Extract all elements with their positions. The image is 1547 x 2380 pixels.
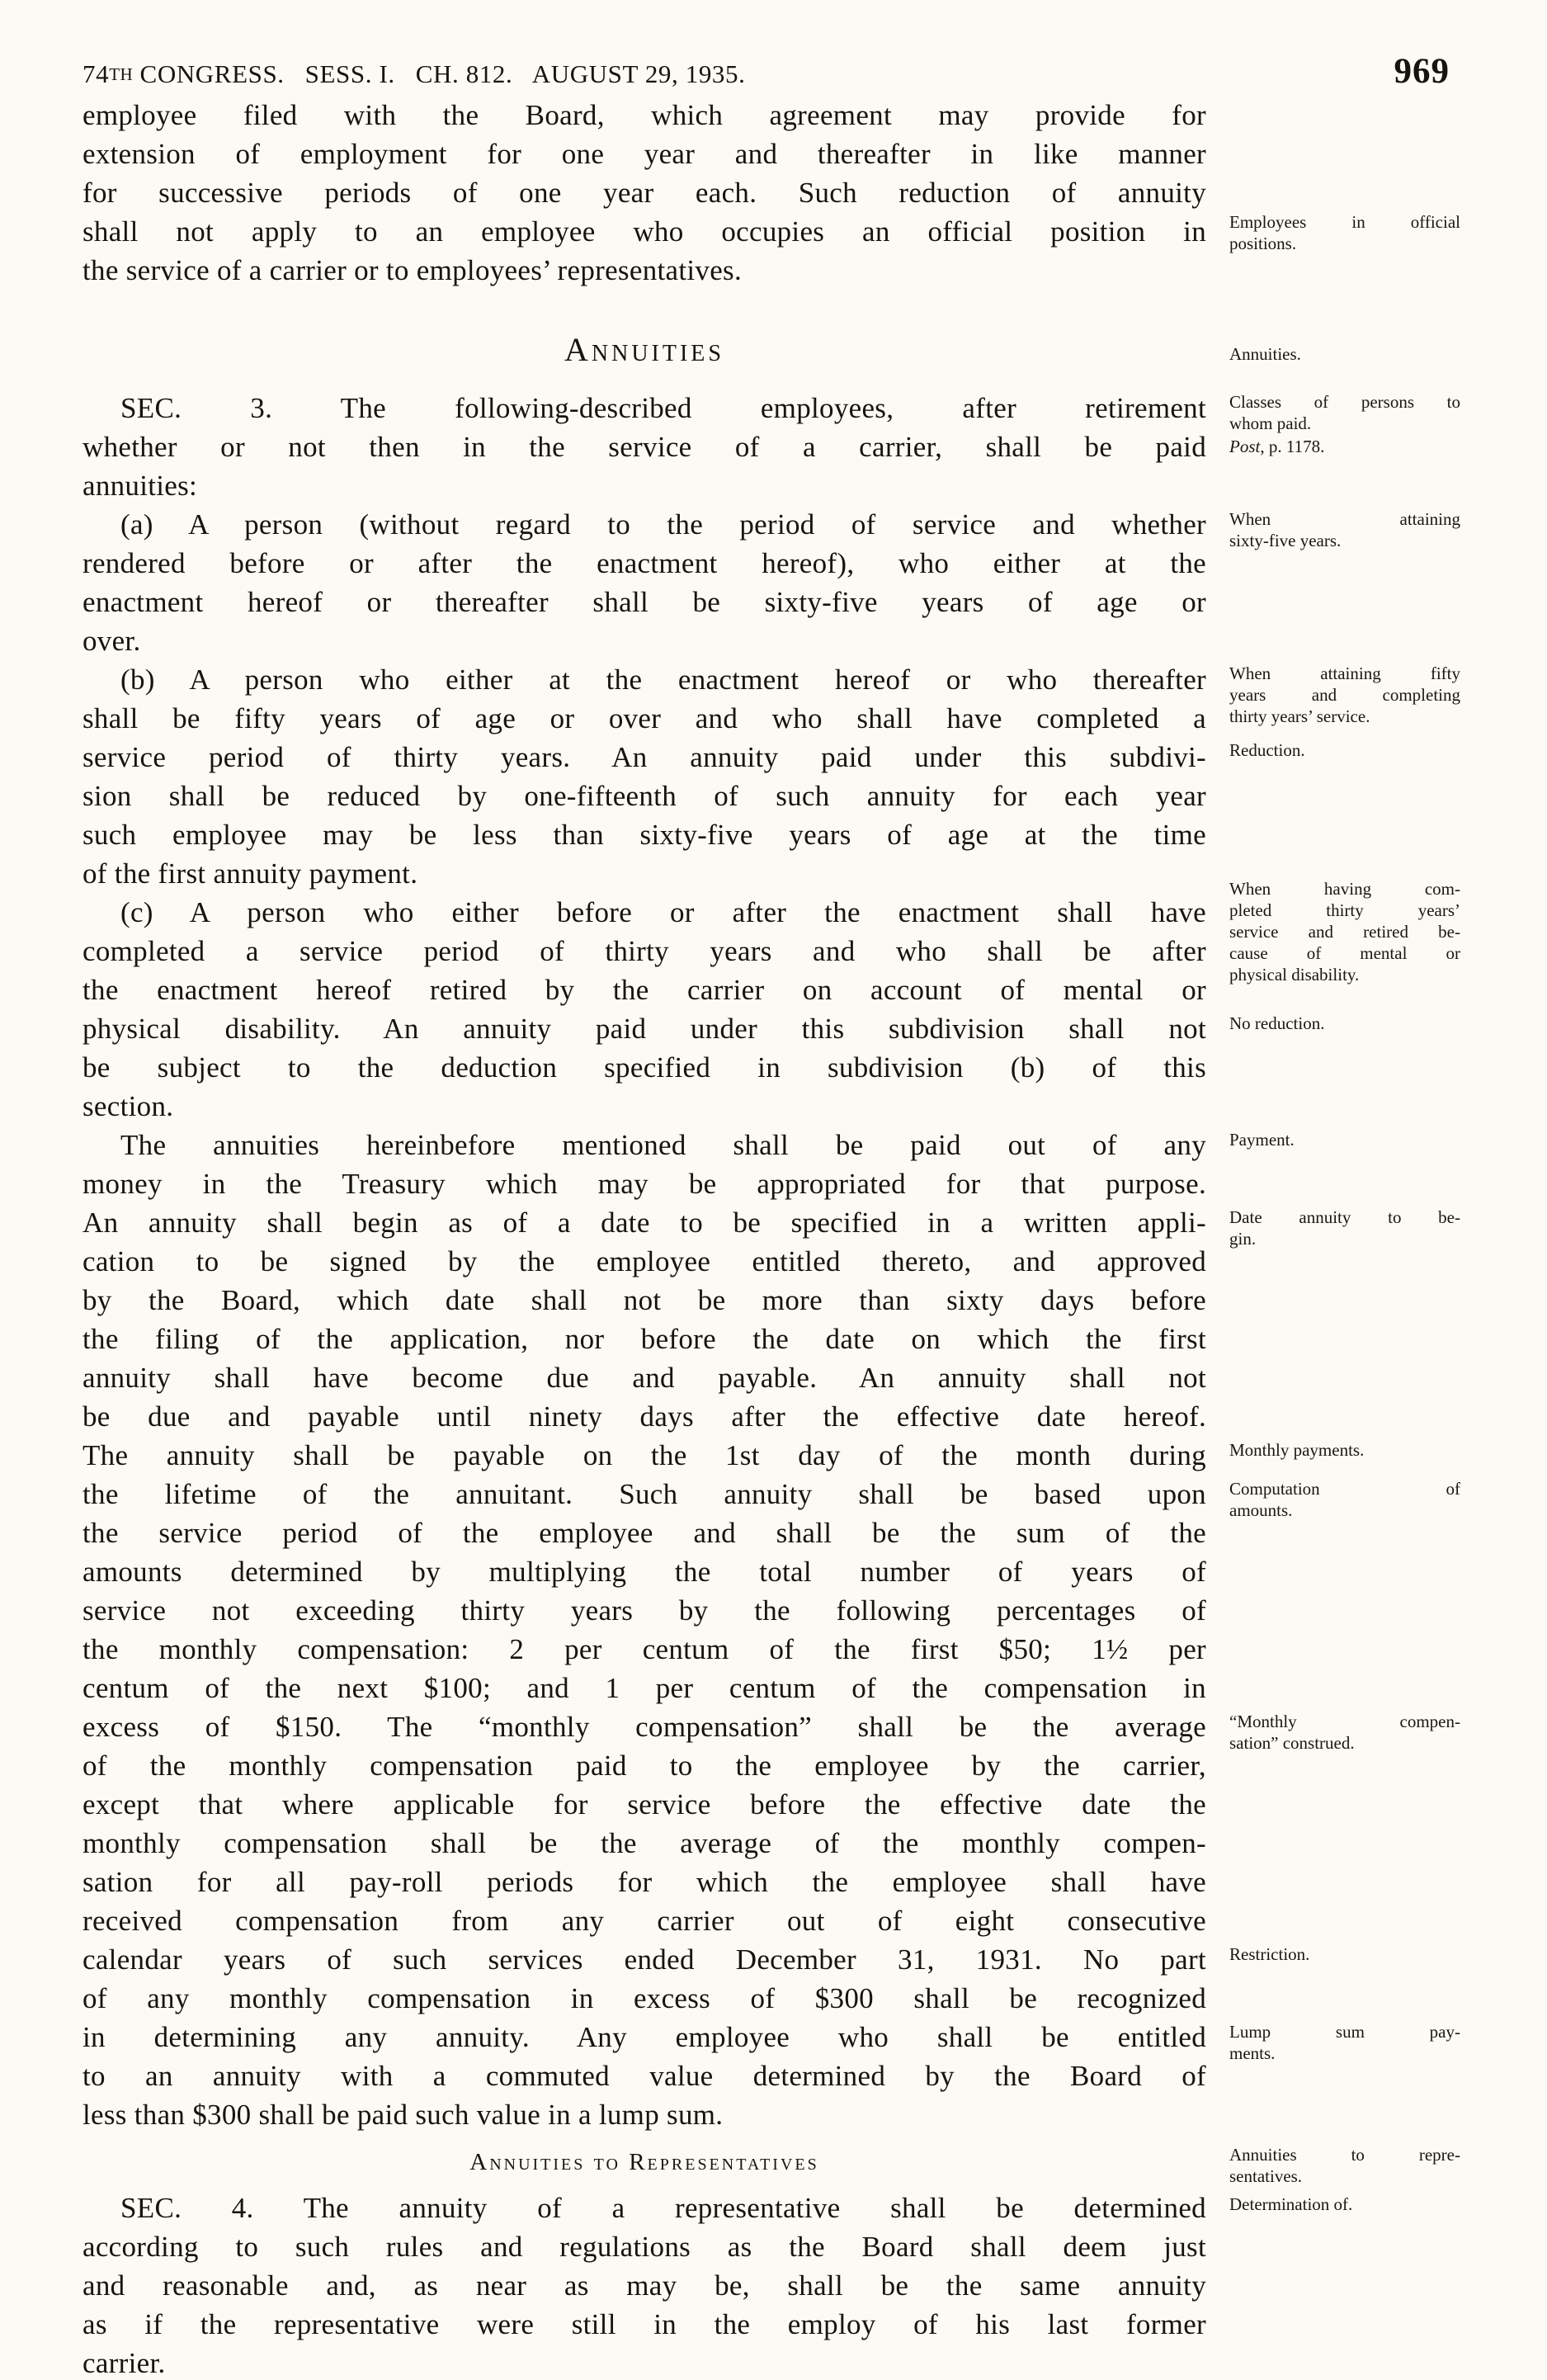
paragraph-subdivision-a [83,505,1206,660]
ordinal-suffix: TH [109,64,134,84]
text-line: annuity shall have become due and payable. An annuity shall not [83,1362,1206,1394]
note-line: Annuities. [1229,344,1301,364]
note-line: thirty years’ service. [1229,706,1370,726]
note-line: sentatives. [1229,2166,1303,2186]
note-line: whom paid. [1229,413,1312,433]
text-line: excess of $150. The “monthly compensation” shall be the average [83,1711,1206,1743]
paragraph-subdivision-c [83,893,1206,1126]
text-line: whether or not then in the service of a carrier, shall be paid [83,431,1206,463]
note-line: “Monthly compen- [1229,1712,1460,1731]
running-head [83,59,746,89]
text-line: amounts determined by multiplying the total number of years of [83,1556,1206,1588]
post-reference-rest: , p. 1178. [1260,437,1325,456]
text-line: by the Board, which date shall not be more than sixty days before [83,1284,1206,1316]
text-line: of the monthly compensation paid to the employee by the carrier, [83,1750,1206,1782]
text-line: the filing of the application, nor before the date on which the first [83,1323,1206,1355]
text-line: of the first annuity payment. [83,857,418,890]
note-line: Payment. [1229,1130,1295,1150]
note-line: amounts. [1229,1500,1293,1520]
text-line: for successive periods of one year each. Such reduction of annuity [83,177,1206,209]
text-line: such employee may be less than sixty-five years of age at the time [83,819,1206,851]
note-line: Classes of persons to [1229,392,1460,412]
note-line: Monthly payments. [1229,1440,1365,1460]
note-line: Date annuity to be- [1229,1207,1460,1227]
paragraph-subdivision-b [83,660,1206,893]
note-line: positions. [1229,234,1297,253]
post-reference-italic: Post [1229,437,1261,456]
margin-note-when-attaining-fifty [1229,663,1460,727]
margin-note-no-reduction [1229,1013,1460,1034]
margin-note-annuities [1229,343,1460,365]
congress-number: 74 [83,59,110,88]
margin-note-date-annuity-to-begin [1229,1207,1460,1249]
text-line: service not exceeding thirty years by the following percentages of [83,1594,1206,1627]
note-line: cause of mental or [1229,943,1460,963]
text-line: according to such rules and regulations as the Board shall deem just [83,2231,1206,2263]
note-line: service and retired be- [1229,922,1460,942]
text-line: over. [83,625,141,657]
margin-note-monthly-payments [1229,1439,1460,1461]
note-line: sixty-five years. [1229,531,1342,550]
text-line: be due and payable until ninety days after the effective date hereof. [83,1400,1206,1433]
text-line: the lifetime of the annuitant. Such annuity shall be based upon [83,1478,1206,1510]
margin-note-reduction [1229,739,1460,761]
margin-note-computation-of-amounts [1229,1478,1460,1521]
text-line: be subject to the deduction specified in subdivision (b) of this [83,1051,1206,1084]
note-line: pleted thirty years’ [1229,900,1460,920]
text-line: The annuities hereinbefore mentioned shall be paid out of any [120,1129,1206,1161]
note-line: sation” construed. [1229,1733,1355,1753]
note-line: Lump sum pay- [1229,2022,1460,2042]
section-heading-annuities: Annuities [564,331,724,368]
text-line: received compensation from any carrier out of eight consecutive [83,1905,1206,1937]
running-head-text: CONGRESS. SESS. I. CH. 812. AUGUST 29, 1935. [133,59,746,88]
text-line: employee filed with the Board, which agreement may provide for [83,99,1206,131]
margin-note-classes-of-persons [1229,391,1460,434]
page-number: 969 [1394,52,1450,91]
text-line: SEC. 3. The following-described employees, after retirement [120,392,1206,424]
margin-note-when-having-completed [1229,878,1460,985]
note-line: When attaining fifty [1229,663,1460,683]
note-line: Restriction. [1229,1944,1310,1964]
text-line: SEC. 4. The annuity of a representative shall be determined [120,2192,1206,2224]
note-line: Computation of [1229,1479,1460,1499]
text-line: to an annuity with a commuted value determined by the Board of [83,2060,1206,2092]
text-line: in determining any annuity. Any employee who shall be entitled [83,2021,1206,2053]
text-line: carrier. [83,2347,166,2379]
text-line: the service of a carrier or to employees’ representatives. [83,254,743,286]
text-line: shall not apply to an employee who occupies an official position in [83,215,1206,248]
section-heading-annuities-to-representatives: Annuities to Representatives [469,2149,819,2175]
text-line: as if the representative were still in the employ of his last former [83,2308,1206,2340]
text-line: completed a service period of thirty years and who shall be after [83,935,1206,967]
text-line: physical disability. An annuity paid under this subdivision shall not [83,1013,1206,1045]
text-line: the service period of the employee and shall be the sum of the [83,1517,1206,1549]
text-line: extension of employment for one year and thereafter in like manner [83,138,1206,170]
text-line: enactment hereof or thereafter shall be sixty-five years of age or [83,586,1206,618]
margin-note-lump-sum-payments [1229,2021,1460,2064]
text-line: less than $300 shall be paid such value in a lump sum. [83,2099,724,2131]
note-line: Reduction. [1229,740,1305,760]
text-line: rendered before or after the enactment hereof), who either at the [83,547,1206,579]
note-line: Determination of. [1229,2194,1353,2214]
note-line: years and completing [1229,685,1460,705]
margin-note-employees-official [1229,211,1460,254]
text-line: shall be fifty years of age or over and who shall have completed a [83,702,1206,734]
text-line: and reasonable and, as near as may be, shall be the same annuity [83,2269,1206,2302]
note-line: ments. [1229,2043,1276,2063]
paragraph-continuation [83,96,1206,290]
margin-note-when-attaining-sixty-five [1229,508,1460,551]
note-line: Employees in official [1229,212,1460,232]
text-line: centum of the next $100; and 1 per centum of the compensation in [83,1672,1206,1704]
text-line: the enactment hereof retired by the carrier on account of mental or [83,974,1206,1006]
text-line: annuities: [83,470,198,502]
margin-note-monthly-compensation-construed [1229,1711,1460,1754]
text-line: monthly compensation shall be the average of the monthly compen- [83,1827,1206,1859]
paragraph-sec4 [83,2189,1206,2380]
note-line: gin. [1229,1229,1257,1249]
text-line: of any monthly compensation in excess of $300 shall be recognized [83,1982,1206,2014]
text-line: sation for all pay-roll periods for which the employee shall have [83,1866,1206,1898]
margin-note-payment [1229,1129,1460,1150]
margin-note-restriction [1229,1943,1460,1965]
text-line: (a) A person (without regard to the period of service and whether [120,508,1206,541]
note-line: No reduction. [1229,1013,1325,1033]
main-text-column [83,96,1206,2380]
note-line: Annuities to repre- [1229,2145,1460,2165]
text-line: An annuity shall begin as of a date to be specified in a written appli- [83,1207,1206,1239]
text-line: (b) A person who either at the enactment hereof or who thereafter [120,663,1206,696]
text-line: service period of thirty years. An annuity paid under this subdivi- [83,741,1206,773]
margin-note-post-reference [1229,436,1460,457]
paragraph-sec3 [83,389,1206,505]
text-line: The annuity shall be payable on the 1st day of the month during [83,1439,1206,1471]
text-line: sion shall be reduced by one-fifteenth of such annuity for each year [83,780,1206,812]
text-line: money in the Treasury which may be appropriated for that purpose. [83,1168,1206,1200]
note-line: When having com- [1229,879,1460,899]
text-line: cation to be signed by the employee entitled thereto, and approved [83,1245,1206,1277]
note-line: physical disability. [1229,965,1360,985]
margin-notes-rail [1229,0,1460,2380]
text-line: section. [83,1090,174,1122]
text-line: except that where applicable for service before the effective date the [83,1788,1206,1820]
margin-note-annuities-to-representatives [1229,2144,1460,2187]
margin-note-determination-of [1229,2193,1460,2215]
text-line: calendar years of such services ended December 31, 1931. No part [83,1943,1206,1976]
note-line: When attaining [1229,509,1460,529]
text-line: the monthly compensation: 2 per centum of the first $50; 1½ per [83,1633,1206,1665]
text-line: (c) A person who either before or after the enactment shall have [120,896,1206,928]
paragraph-payment [83,1126,1206,2134]
